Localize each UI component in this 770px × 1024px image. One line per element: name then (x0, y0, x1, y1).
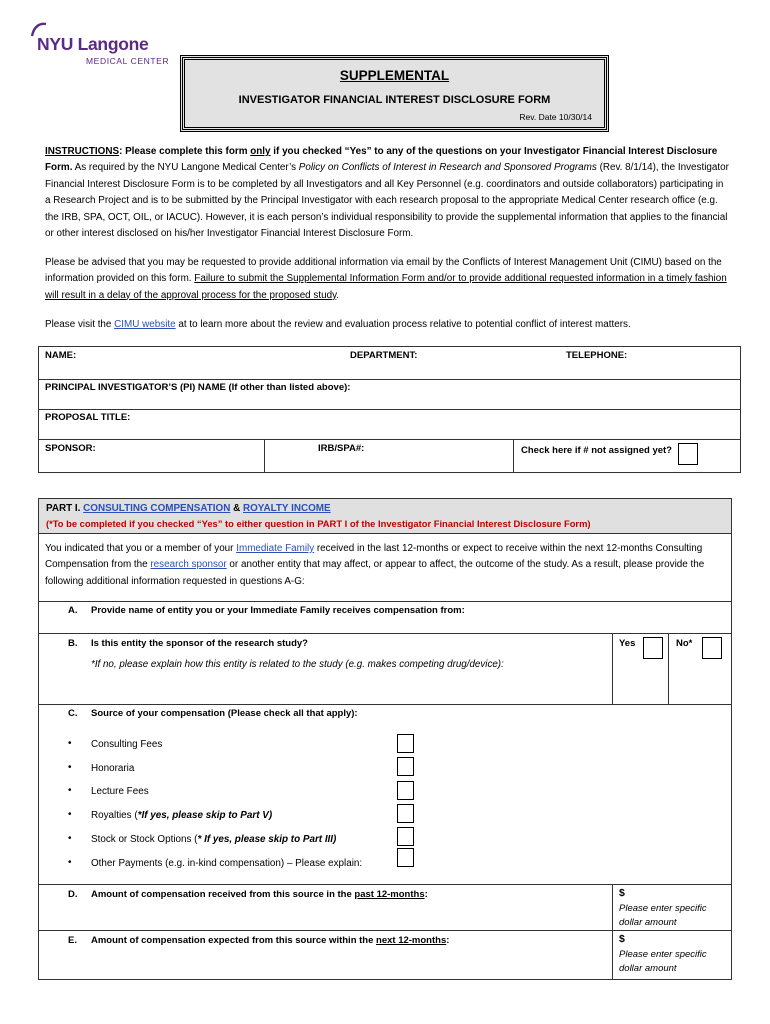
option-other-payments: Other Payments (e.g. in-kind compensation) – Please explain: (91, 858, 363, 869)
pi-name-label: PRINCIPAL INVESTIGATOR’S (PI) NAME (If other than listed above): (45, 382, 351, 393)
amount-past-dollar[interactable]: $ (619, 887, 625, 899)
part1-intro: You indicated that you or a member of your Immediate Family received in the last 12-months or expect to receive within the next 12-months Consulting Compensation from the research sponsor or another entity that may affect, or appear to affect, the outcome of the study. As a result, please provide the following additional information requested in questions A-G: (45, 543, 705, 587)
amount-next-dollar[interactable]: $ (619, 933, 625, 945)
immediate-family-link[interactable]: Immediate Family (236, 543, 315, 554)
logo-subtitle: MEDICAL CENTER (86, 56, 170, 66)
consulting-compensation-link[interactable]: CONSULTING COMPENSATION (83, 503, 231, 514)
name-label: NAME: (45, 350, 77, 361)
part1-note: (*To be completed if you checked “Yes” to either question in PART I of the Investigator Financial Interest Disclosure Form) (46, 518, 591, 529)
unassigned-label: Check here if # not assigned yet? (521, 445, 672, 456)
option-consulting-fees: Consulting Fees (91, 739, 163, 750)
sponsor-yes-checkbox[interactable] (643, 637, 663, 659)
option-stock-options: Stock or Stock Options (* If yes, please skip to Part III) (91, 834, 337, 845)
other-payments-checkbox[interactable] (397, 848, 414, 867)
question-e-text: Amount of compensation expected from this source within the next 12-months: (91, 935, 450, 946)
sponsor-label: SPONSOR: (45, 443, 96, 454)
department-label: DEPARTMENT: (350, 350, 418, 361)
question-d-text: Amount of compensation received from this source in the past 12-months: (91, 889, 428, 900)
form-title: INVESTIGATOR FINANCIAL INTEREST DISCLOSURE FORM (238, 94, 551, 106)
question-a-text: Provide name of entity you or your Immediate Family receives compensation from: (91, 605, 465, 616)
question-c-text: Source of your compensation (Please check all that apply): (91, 708, 358, 719)
royalty-income-link[interactable]: ROYALTY INCOME (242, 503, 331, 514)
cimu-website-link[interactable]: CIMU website (114, 319, 176, 330)
revision-date: Rev. Date 10/30/14 (519, 112, 592, 122)
logo-brand: NYU Langone (37, 34, 149, 54)
consulting-fees-checkbox[interactable] (397, 734, 414, 753)
stock-options-checkbox[interactable] (397, 827, 414, 846)
unassigned-checkbox[interactable] (678, 443, 698, 465)
part1-label: PART I. (46, 503, 81, 514)
cimu-paragraph: Please visit the CIMU website at to learn more about the review and evaluation process relative to potential conflict of interest matters. (45, 319, 631, 330)
royalties-checkbox[interactable] (397, 804, 414, 823)
part1-header: PART I. CONSULTING COMPENSATION & ROYALTY INCOME (*To be completed if you checked “Yes” to either question in PART I of the Investigator Financial Interest Disclosure Form) (38, 498, 732, 534)
question-b-note: *If no, please explain how this entity is related to the study (e.g. makes competing drug/device): (91, 659, 504, 670)
advisory-paragraph: Please be advised that you may be requested to provide additional information via email by the Conflicts of Interest Management Unit (CIMU) based on the information provided on this form. Failure to submit the Supplemental Information Form and/or to provide additional requested information in a timely fashion will result in a delay of the approval process for the proposed study. (45, 257, 727, 301)
telephone-label: TELEPHONE: (566, 350, 628, 361)
nyu-langone-logo (30, 22, 170, 66)
lecture-fees-checkbox[interactable] (397, 781, 414, 800)
honoraria-checkbox[interactable] (397, 757, 414, 776)
question-b-text: Is this entity the sponsor of the research study? (91, 638, 308, 649)
sponsor-no-checkbox[interactable] (702, 637, 722, 659)
option-honoraria: Honoraria (91, 763, 135, 774)
form-title-supplemental: SUPPLEMENTAL (339, 68, 450, 83)
no-label: No* (676, 638, 693, 649)
instructions-paragraph: INSTRUCTIONS: Please complete this form only if you checked “Yes” to any of the questions on your Investigator Financial Interest Disclosure Form. As required by the NYU Langone Medical Center’s Policy on Conflicts of Interest in Research and Sponsored Programs (Rev. 8/1/14), the Investigator Financial Interest Disclosure Form is to be completed by all Investigators and all Key Personnel (e.g. coordinators and outside collaborators) participating in a Research Project and is to be submitted by the Principal Investigator with each research proposal to the appropriate Medical Center research office (e.g. the IRB, SPA, OCT, OIL, or IACUC). However, it is each person’s individual responsibility to provide the supplemental information that applies to the financial or other interest disclosed on his/her Investigator Financial Interest Disclosure Form. (45, 146, 729, 240)
yes-label: Yes (619, 638, 636, 649)
option-lecture-fees: Lecture Fees (91, 786, 149, 797)
form-title-box (180, 55, 609, 132)
option-royalties: Royalties (*If yes, please skip to Part V) (91, 810, 273, 821)
research-sponsor-link[interactable]: research sponsor (150, 559, 227, 571)
proposal-title-label: PROPOSAL TITLE: (45, 412, 131, 423)
irb-spa-label: IRB/SPA#: (318, 443, 365, 454)
instructions-label: INSTRUCTIONS (45, 146, 120, 157)
